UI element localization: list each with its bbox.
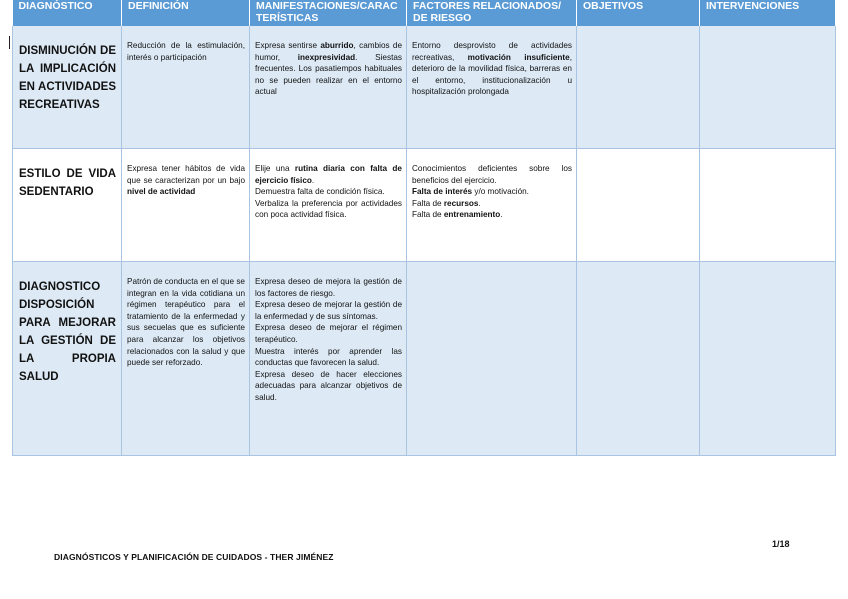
header-manifestaciones: MANIFESTACIONES/CARACTERÍSTICAS (250, 0, 407, 26)
care-plan-table (12, 0, 836, 456)
page-number: 1/18 (772, 539, 790, 549)
header-factores: FACTORES RELACIONADOS/ DE RIESGO (407, 0, 577, 26)
definition-cell: Patrón de conducta en el que se integran en la vida cotidiana un régimen terapéutico para el tratamiento de la enfermedad y sus secuelas que es suficiente para alcanzar los objetivos relacionados con la salud y que puede ser reforzado. (122, 262, 250, 456)
factors-cell: Conocimientos deficientes sobre los beneficios del ejercicio. Falta de interés y/o motivación. Falta de recursos. Falta de entrenamiento. (407, 149, 577, 262)
manifestations-cell: Elije una rutina diaria con falta de ejercicio físico. Demuestra falta de condición física. Verbaliza la preferencia por actividades con poca actividad física. (250, 149, 407, 262)
diagnosis-cell: DIAGNOSTICO DISPOSICIÓN PARA MEJORAR LA GESTIÓN DE LA PROPIA SALUD (13, 262, 122, 456)
definition-cell: Expresa tener hábitos de vida que se caracterizan por un bajo nivel de actividad (122, 149, 250, 262)
table-row (13, 262, 836, 456)
objectives-cell (577, 26, 700, 149)
diagnosis-cell: ESTILO DE VIDA SEDENTARIO (13, 149, 122, 262)
objectives-cell (577, 262, 700, 456)
text-cursor (9, 36, 10, 49)
header-objetivos: OBJETIVOS (577, 0, 700, 26)
manifestations-cell: Expresa sentirse aburrido, cambios de humor, inexpresividad. Siestas frecuentes. Los pasatiempos habituales no se pueden realizar en el entorno actual (250, 26, 407, 149)
interventions-cell (700, 149, 836, 262)
interventions-cell (700, 262, 836, 456)
manifestations-cell: Expresa deseo de mejora la gestión de los factores de riesgo. Expresa deseo de mejorar la gestión de la enfermedad y de sus síntomas. Expresa deseo de mejorar el régimen terapéutico. Muestra interés por aprender las conductas que favorecen la salud. Expresa deseo de hacer elecciones adecuadas para alcanzar objetivos de salud. (250, 262, 407, 456)
table-row (13, 26, 836, 149)
header-definicion: DEFINICIÓN (122, 0, 250, 26)
diagnosis-cell: DISMINUCIÓN DE LA IMPLICACIÓN EN ACTIVIDADES RECREATIVAS (13, 26, 122, 149)
table-row (13, 149, 836, 262)
header-intervenciones: INTERVENCIONES (700, 0, 836, 26)
factors-cell: Entorno desprovisto de actividades recreativas, motivación insuficiente, deterioro de la movilidad física, barreras en el entorno, institucionalización u hospitalización prolongada (407, 26, 577, 149)
definition-cell: Reducción de la estimulación, interés o participación (122, 26, 250, 149)
interventions-cell (700, 26, 836, 149)
table-header-row (13, 0, 836, 26)
factors-cell (407, 262, 577, 456)
header-diagnostico: DIAGNÓSTICO (13, 0, 122, 26)
objectives-cell (577, 149, 700, 262)
footer-title: DIAGNÓSTICOS Y PLANIFICACIÓN DE CUIDADOS - THER JIMÉNEZ (54, 552, 334, 562)
